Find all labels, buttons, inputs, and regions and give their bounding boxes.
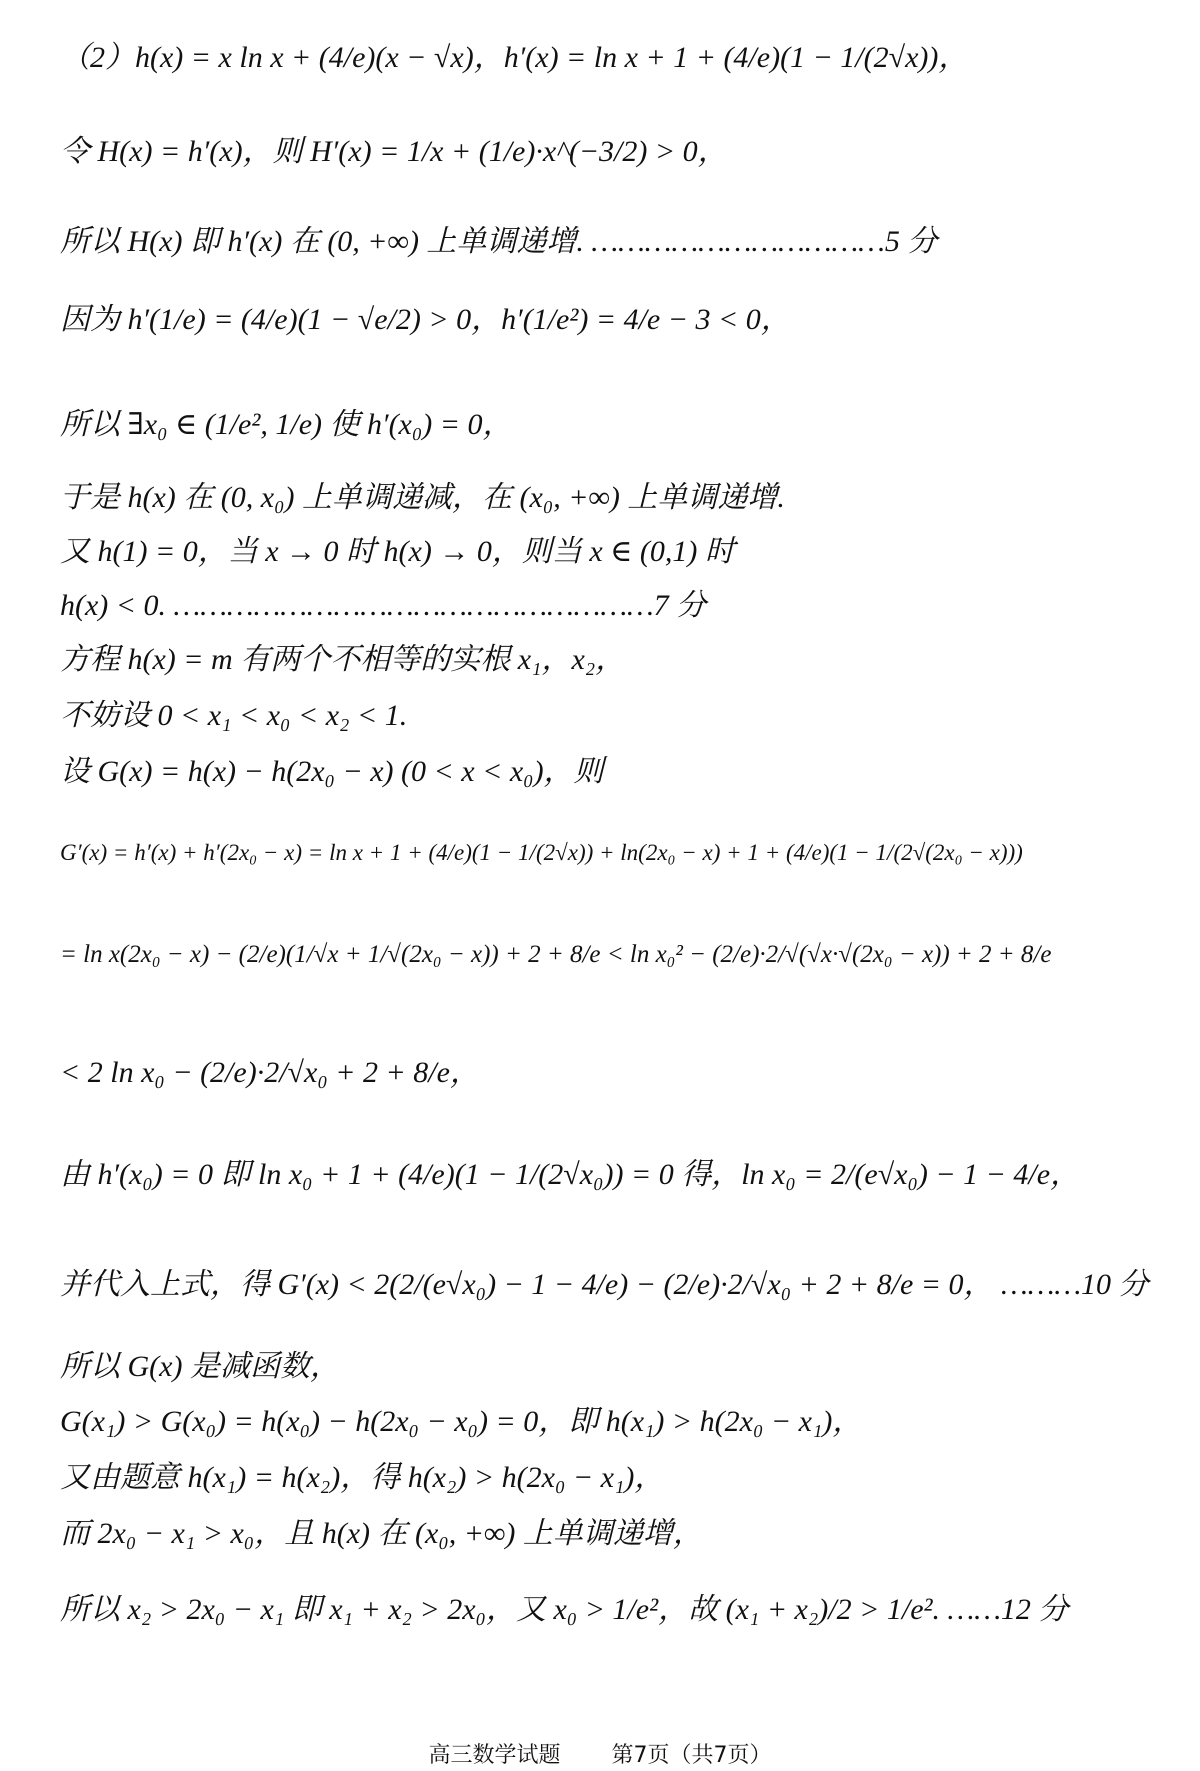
solution-line-9: 方程 h(x) = m 有两个不相等的实根 x₁，x₂，	[60, 643, 626, 676]
solution-line-20: 而 2x₀ − x₁ > x₀，且 h(x) 在 (x₀, +∞) 上单调递增，	[60, 1517, 703, 1550]
solution-line-17: 所以 G(x) 是减函数，	[60, 1350, 340, 1383]
solution-line-12: G′(x) = h′(x) + h′(2x₀ − x) = ln x + 1 + (4/e)(1 − 1/(2√x)) + ln(2x₀ − x) + 1 + (4/e)(1 − 1/(2√(2x₀ − x)))	[60, 840, 1023, 865]
solution-line-14: < 2 ln x₀ − (2/e)·2/√x₀ + 2 + 8/e，	[60, 1056, 480, 1089]
solution-line-13: = ln x(2x₀ − x) − (2/e)(1/√x + 1/√(2x₀ − x)) + 2 + 8/e < ln x₀² − (2/e)·2/√(√x·√(2x₀ − x)) + 2 + 8/e	[60, 941, 1052, 968]
solution-line-16: 并代入上式，得 G′(x) < 2(2/(e√x₀) − 1 − 4/e) − (2/e)·2/√x₀ + 2 + 8/e = 0， ………10 分	[60, 1268, 1149, 1301]
solution-line-18: G(x₁) > G(x₀) = h(x₀) − h(2x₀ − x₀) = 0，即 h(x₁) > h(2x₀ − x₁)，	[60, 1405, 863, 1438]
page-footer	[0, 1738, 1200, 1769]
solution-line-10: 不妨设 0 < x₁ < x₀ < x₂ < 1.	[60, 699, 408, 732]
footer-page-number: 第7页（共7页）	[611, 1743, 772, 1768]
solution-line-11: 设 G(x) = h(x) − h(2x₀ − x) (0 < x < x₀)，则	[60, 755, 604, 788]
solution-line-3: 所以 H(x) 即 h′(x) 在 (0, +∞) 上单调递增. ……………………………5 分	[60, 225, 938, 258]
solution-line-19: 又由题意 h(x₁) = h(x₂)，得 h(x₂) > h(2x₀ − x₁)，	[60, 1461, 665, 1494]
footer-subject: 高三数学试题	[428, 1743, 561, 1768]
solution-line-7: 又 h(1) = 0，当 x → 0 时 h(x) → 0，则当 x ∈ (0,1) 时	[60, 535, 735, 568]
solution-line-21: 所以 x₂ > 2x₀ − x₁ 即 x₁ + x₂ > 2x₀，又 x₀ > 1/e²，故 (x₁ + x₂)/2 > 1/e². ……12 分	[60, 1593, 1069, 1626]
solution-line-2: 令 H(x) = h′(x)，则 H′(x) = 1/x + (1/e)·x^(−3/2) > 0，	[60, 135, 728, 168]
solution-line-4: 因为 h′(1/e) = (4/e)(1 − √e/2) > 0，h′(1/e²) = 4/e − 3 < 0，	[60, 303, 791, 336]
solution-line-6: 于是 h(x) 在 (0, x₀) 上单调递减，在 (x₀, +∞) 上单调递增.	[60, 481, 785, 514]
solution-line-8: h(x) < 0. ………………………………………………7 分	[60, 589, 707, 622]
solution-line-15: 由 h′(x₀) = 0 即 ln x₀ + 1 + (4/e)(1 − 1/(2√x₀)) = 0 得，ln x₀ = 2/(e√x₀) − 1 − 4/e，	[60, 1158, 1081, 1191]
solution-line-5: 所以 ∃x₀ ∈ (1/e², 1/e) 使 h′(x₀) = 0，	[60, 408, 513, 441]
solution-line-1: （2）h(x) = x ln x + (4/e)(x − √x)，h′(x) = ln x + 1 + (4/e)(1 − 1/(2√x))，	[60, 41, 969, 74]
